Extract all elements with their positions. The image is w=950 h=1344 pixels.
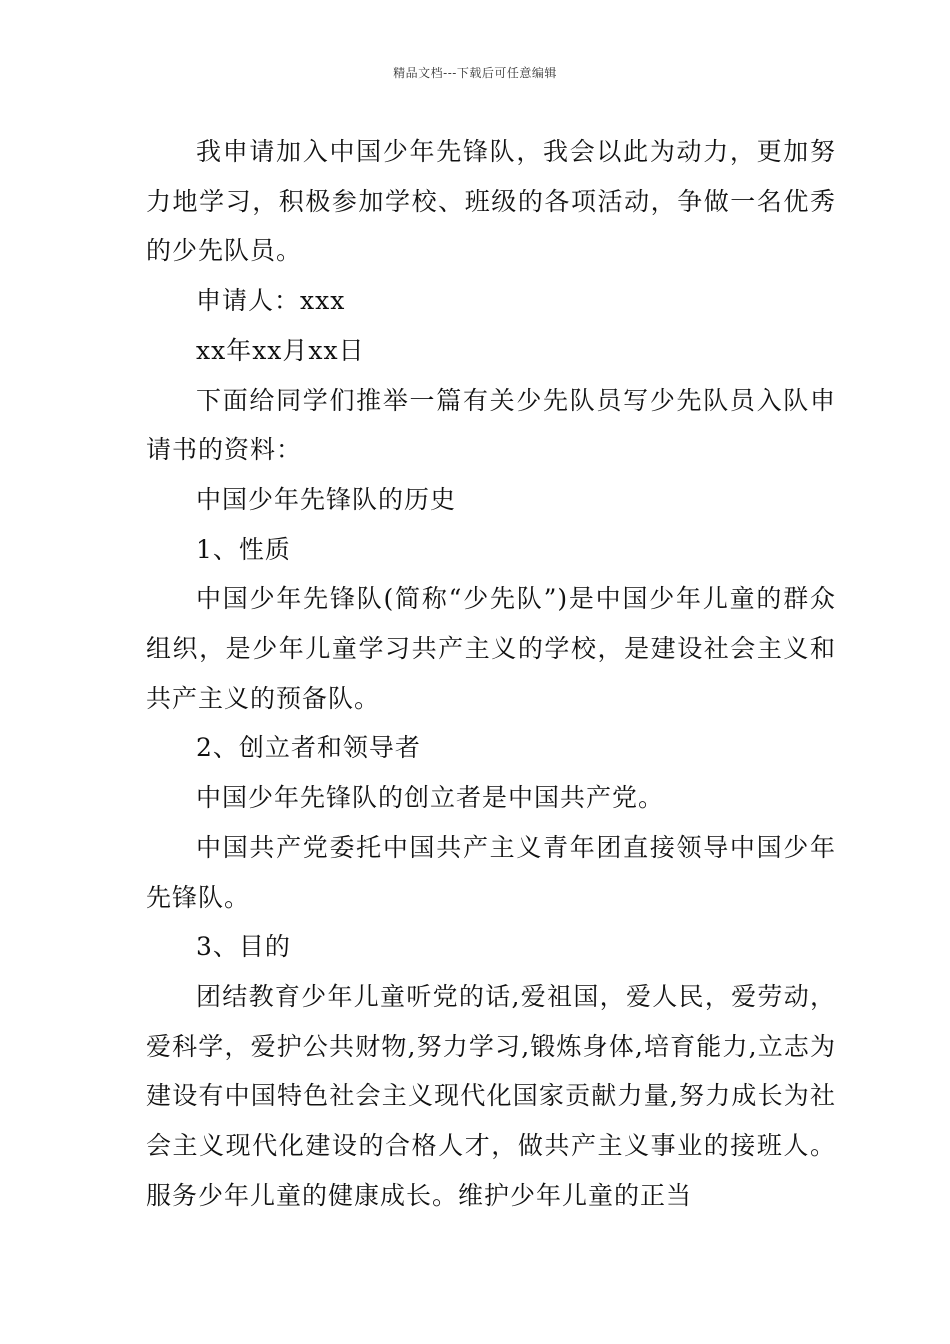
paragraph-leadership: 中国共产党委托中国共产主义青年团直接领导中国少年先锋队。 xyxy=(146,832,836,912)
paragraph-nature: 中国少年先锋队(简称“少先队”)是中国少年儿童的群众组织，是少年儿童学习共产主义的学校，是建设社会主义和共产主义的预备队。 xyxy=(146,584,836,713)
section-heading-founder: 2、创立者和领导者 xyxy=(196,733,421,763)
paragraph-founder: 中国少年先锋队的创立者是中国共产党。 xyxy=(196,783,665,813)
paragraph-date: xx年xx月xx日 xyxy=(196,335,365,365)
document-body xyxy=(146,127,836,1220)
section-heading-purpose: 3、目的 xyxy=(196,932,291,962)
paragraph-applicant: 申请人：xxx xyxy=(196,286,346,316)
paragraph-application-statement: 我申请加入中国少年先锋队，我会以此为动力，更加努力地学习，积极参加学校、班级的各项活动，争做一名优秀的少先队员。 xyxy=(146,137,836,266)
page-header: 精品文档---下载后可任意编辑 xyxy=(393,66,557,80)
section-heading-nature: 1、性质 xyxy=(196,534,291,564)
paragraph-purpose: 团结教育少年儿童听党的话,爱祖国，爱人民，爱劳动， 爱科学，爱护公共财物,努力学习,锻炼身体,培育能力,立志为建设有中国特色社会主义现代化国家贡献力量,努力成长为社会主义现代化建设的合格人才，做共产主义事业的接班人。服务少年儿童的健康成长。维护少年儿童的正当 xyxy=(146,981,836,1210)
paragraph-recommendation: 下面给同学们推举一篇有关少先队员写少先队员入队申请书的资料： xyxy=(146,385,836,465)
section-heading-history: 中国少年先锋队的历史 xyxy=(196,484,457,514)
